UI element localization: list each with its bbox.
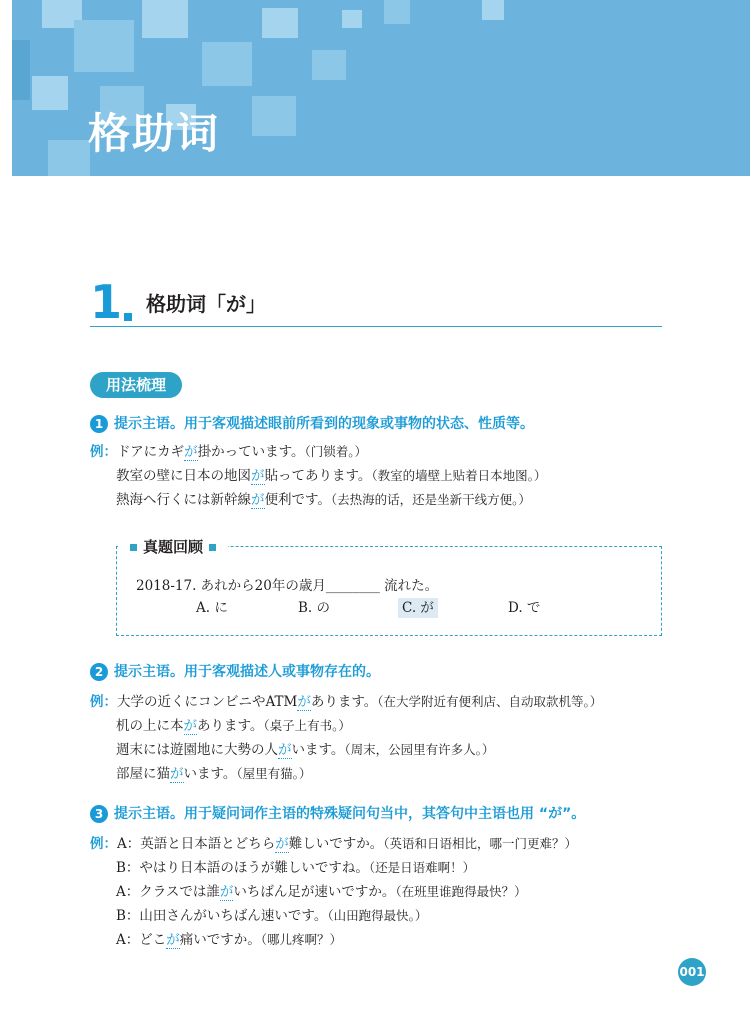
point-text: 提示主语。用于客观描述人或事物存在的。 bbox=[114, 664, 380, 680]
point-number-badge: 3 bbox=[90, 805, 108, 823]
example-line: 熱海へ行くには新幹線が便利です。（去热海的话，还是坐新干线方便。） bbox=[116, 492, 531, 508]
example-line: B：やはり日本語のほうが難しいですね。（还是日语难啊！） bbox=[116, 860, 476, 876]
translation: （教室的墙壁上贴着日本地图。） bbox=[371, 468, 547, 483]
review-tag-label: 真题回顾 bbox=[143, 538, 204, 556]
example-label: 例： bbox=[90, 444, 117, 460]
review-option-d: D. で bbox=[508, 600, 541, 616]
example-line: 机の上に本があります。（桌子上有书。） bbox=[116, 718, 351, 734]
translation: （周末，公园里有许多人。） bbox=[344, 742, 495, 757]
example-label: 例： bbox=[90, 694, 117, 710]
highlight-ga: が bbox=[251, 492, 265, 508]
point-text: 提示主语。用于客观描述眼前所看到的现象或事物的状态、性质等。 bbox=[114, 416, 534, 432]
section-title: 格助词「が」 bbox=[146, 292, 266, 316]
page-title: 格助词 bbox=[88, 109, 221, 158]
translation: （桌子上有书。） bbox=[263, 718, 351, 733]
example-line: 例：大学の近くにコンビニやATMがあります。（在大学附近有便利店、自动取款机等。） bbox=[90, 694, 603, 710]
square-marker-icon bbox=[130, 544, 137, 551]
section-heading bbox=[90, 275, 662, 329]
example-line: 例：A：英語と日本語とどちらが難しいですか。（英语和日语相比，哪一门更难？） bbox=[90, 836, 578, 852]
review-option-b: B. の bbox=[298, 600, 331, 616]
review-tag bbox=[118, 536, 228, 558]
translation: （英语和日语相比，哪一门更难？） bbox=[383, 836, 578, 851]
review-question: 2018-17. あれから20年の歳月________ 流れた。 bbox=[136, 578, 439, 594]
translation: （山田跑得最快。） bbox=[327, 908, 428, 923]
point-2-heading bbox=[90, 662, 380, 682]
translation: （去热海的话，还是坐新干线方便。） bbox=[330, 492, 531, 507]
translation: （还是日语难啊！） bbox=[368, 860, 476, 875]
highlight-ga: が bbox=[219, 884, 234, 900]
example-line: 週末には遊園地に大勢の人がいます。（周末，公园里有许多人。） bbox=[116, 742, 495, 758]
highlight-ga: が bbox=[278, 742, 292, 758]
highlight-ga: が bbox=[297, 694, 311, 710]
highlight-ga: が bbox=[170, 766, 184, 782]
translation: （哪儿疼啊？） bbox=[260, 932, 343, 947]
section-number: 1 bbox=[90, 275, 123, 329]
highlight-ga: が bbox=[184, 444, 198, 460]
example-line: B：山田さんがいちばん速いです。（山田跑得最快。） bbox=[116, 908, 428, 924]
point-number-badge: 1 bbox=[90, 415, 108, 433]
translation: （在班里谁跑得最快？） bbox=[395, 884, 527, 899]
point-3-heading bbox=[90, 804, 585, 824]
translation: （门锁着。） bbox=[304, 444, 368, 459]
translation: （屋里有猫。） bbox=[236, 766, 312, 781]
highlight-ga: が bbox=[251, 468, 265, 484]
point-1-heading bbox=[90, 414, 534, 434]
square-marker-icon bbox=[209, 544, 216, 551]
example-line: A：どこが痛いですか。（哪儿疼啊？） bbox=[116, 932, 343, 948]
translation: （在大学附近有便利店、自动取款机等。） bbox=[377, 694, 603, 709]
example-line: 教室の壁に日本の地図が貼ってあります。（教室的墙壁上贴着日本地图。） bbox=[116, 468, 547, 484]
example-line: 例：ドアにカギが掛かっています。（门锁着。） bbox=[90, 444, 368, 460]
example-label: 例： bbox=[90, 836, 117, 852]
highlight-ga: が bbox=[166, 932, 180, 948]
section-number-dot bbox=[124, 313, 132, 321]
highlight-ga: が bbox=[275, 836, 289, 852]
review-option-a: A. に bbox=[196, 600, 228, 616]
point-number-badge: 2 bbox=[90, 663, 108, 681]
page-number-badge: 001 bbox=[678, 958, 706, 986]
highlight-ga: が bbox=[183, 718, 197, 734]
usage-pill: 用法梳理 bbox=[90, 372, 182, 398]
point-text: 提示主语。用于疑问词作主语的特殊疑问句当中，其答句中主语也用 “が”。 bbox=[114, 806, 586, 822]
example-line: A：クラスでは誰がいちばん足が速いですか。（在班里谁跑得最快？） bbox=[116, 884, 527, 900]
review-option-c-answer: C. が bbox=[398, 598, 438, 618]
example-line: 部屋に猫がいます。（屋里有猫。） bbox=[116, 766, 312, 782]
